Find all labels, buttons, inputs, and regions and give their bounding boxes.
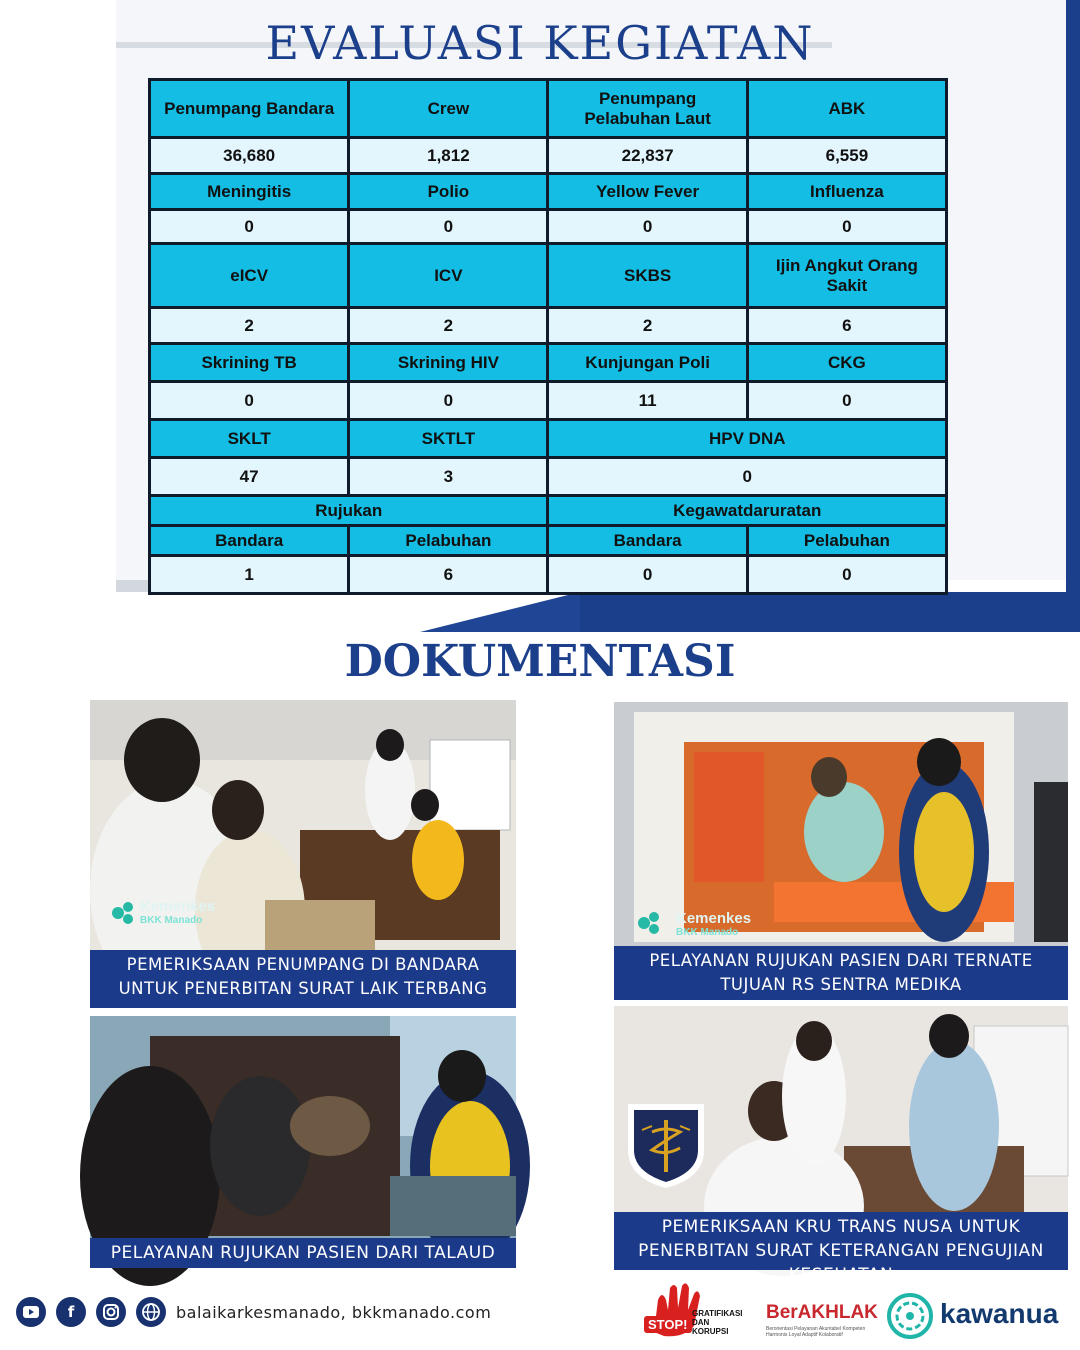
stop-caption-line: DAN: [692, 1318, 710, 1327]
table-row: [150, 308, 947, 344]
table-value-cell: 0: [150, 382, 349, 420]
watermark-name: Kemenkes: [140, 898, 216, 915]
table-value-cell: 2: [349, 308, 548, 344]
decor-triangle: [420, 592, 580, 632]
table-row: [150, 210, 947, 244]
watermark-sub: BKK Manado: [676, 927, 739, 938]
kawanua-logo-text: kawanua: [940, 1298, 1059, 1329]
table-value-cell: 6,559: [747, 138, 946, 174]
stop-caption-line: KORUPSI: [692, 1327, 729, 1336]
table-header-cell: Yellow Fever: [548, 174, 747, 210]
table-value-cell: 1: [150, 556, 349, 594]
table-header-cell: Influenza: [747, 174, 946, 210]
table-value-cell: 3: [349, 458, 548, 496]
facebook-icon[interactable]: f: [56, 1297, 86, 1327]
table-header-cell: Pelabuhan: [349, 526, 548, 556]
table-header-cell: Skrining TB: [150, 344, 349, 382]
table-header-cell: Kunjungan Poli: [548, 344, 747, 382]
instagram-icon[interactable]: [96, 1297, 126, 1327]
photo-card-talaud-referral: [90, 1016, 516, 1268]
caption-line: KESEHATAN: [788, 1265, 894, 1285]
table-value-cell: 0: [349, 210, 548, 244]
table-row: [150, 138, 947, 174]
table-value-cell: 22,837: [548, 138, 747, 174]
stop-caption: [692, 1309, 743, 1336]
table-value-cell: 6: [349, 556, 548, 594]
table-value-cell: 1,812: [349, 138, 548, 174]
table-value-cell: 0: [548, 210, 747, 244]
karantina-kesehatan-shield-icon: [624, 1100, 708, 1190]
kawanua-logo-icon: [886, 1292, 934, 1340]
table-value-cell: 2: [548, 308, 747, 344]
table-header-cell: Polio: [349, 174, 548, 210]
table-row: [150, 496, 947, 526]
caption-line: PELAYANAN RUJUKAN PASIEN DARI TALAUD: [110, 1243, 496, 1263]
photo-caption: [614, 1212, 1068, 1285]
evaluation-table: [148, 78, 948, 595]
table-header-cell: Penumpang Pelabuhan Laut: [548, 80, 747, 138]
table-row: [150, 80, 947, 138]
table-value-cell: 11: [548, 382, 747, 420]
photo-card-ternate-referral: [614, 702, 1068, 1000]
table-value-cell: 0: [747, 210, 946, 244]
photo-card-airport-exam: [90, 700, 516, 1008]
table-header-cell: Meningitis: [150, 174, 349, 210]
table-header-cell: Ijin Angkut Orang Sakit: [747, 244, 946, 308]
kemenkes-logo-icon: [108, 898, 138, 928]
watermark-name: Kemenkes: [676, 910, 752, 927]
table-header-cell: ABK: [747, 80, 946, 138]
table-value-cell: 0: [747, 556, 946, 594]
caption-line: PENERBITAN SURAT KETERANGAN PENGUJIAN: [638, 1241, 1044, 1261]
table-value-cell: 0: [150, 210, 349, 244]
watermark-sub: BKK Manado: [140, 915, 203, 926]
table-header-cell: Crew: [349, 80, 548, 138]
table-header-cell: Penumpang Bandara: [150, 80, 349, 138]
caption-line: TUJUAN RS SENTRA MEDIKA: [720, 975, 962, 994]
table-header-cell: ICV: [349, 244, 548, 308]
table-header-cell: SKTLT: [349, 420, 548, 458]
stop-caption-line: GRATIFIKASI: [692, 1309, 743, 1318]
table-row: [150, 244, 947, 308]
table-value-cell: 2: [150, 308, 349, 344]
stop-label: STOP!: [644, 1316, 692, 1333]
berakhlak-logo: BerAKHLAK: [766, 1302, 878, 1323]
page-title: EVALUASI KEGIATAN: [265, 16, 815, 70]
caption-line: PEMERIKSAAN PENUMPANG DI BANDARA: [126, 955, 480, 974]
photo-talaud-referral: [90, 1016, 516, 1268]
table-header-cell: CKG: [747, 344, 946, 382]
table-row: [150, 420, 947, 458]
table-value-cell: 6: [747, 308, 946, 344]
table-header-cell: Skrining HIV: [349, 344, 548, 382]
table-value-cell: 0: [548, 458, 947, 496]
decor-blue-bar-right: [1066, 0, 1080, 632]
caption-line: UNTUK PENERBITAN SURAT LAIK TERBANG: [118, 979, 488, 998]
photo-caption: [614, 946, 1068, 1000]
table-header-cell: HPV DNA: [548, 420, 947, 458]
table-value-cell: 0: [747, 382, 946, 420]
table-value-cell: 0: [349, 382, 548, 420]
table-header-cell: SKLT: [150, 420, 349, 458]
table-header-cell: Kegawatdaruratan: [548, 496, 947, 526]
globe-icon[interactable]: [136, 1297, 166, 1327]
table-header-cell: Bandara: [150, 526, 349, 556]
kemenkes-logo-icon: [634, 908, 664, 938]
table-header-cell: Bandara: [548, 526, 747, 556]
decor-blue-bar-bottom: [576, 592, 1080, 632]
caption-line: PEMERIKSAAN KRU TRANS NUSA UNTUK: [661, 1217, 1021, 1237]
documentation-title: DOKUMENTASI: [344, 636, 736, 687]
table-header-cell: eICV: [150, 244, 349, 308]
kemenkes-watermark: [676, 910, 751, 938]
table-row: [150, 382, 947, 420]
table-row: [150, 556, 947, 594]
table-row: [150, 458, 947, 496]
table-header-cell: Rujukan: [150, 496, 548, 526]
kemenkes-watermark: [140, 898, 215, 926]
table-row: [150, 344, 947, 382]
youtube-icon[interactable]: [16, 1297, 46, 1327]
table-header-cell: Pelabuhan: [747, 526, 946, 556]
table-row: [150, 526, 947, 556]
table-value-cell: 47: [150, 458, 349, 496]
caption-line: PELAYANAN RUJUKAN PASIEN DARI TERNATE: [649, 951, 1033, 970]
photo-caption: [90, 1238, 516, 1268]
table-value-cell: 0: [548, 556, 747, 594]
photo-card-transnusa-crew: [614, 1006, 1068, 1285]
photo-caption: [90, 950, 516, 1008]
table-header-cell: SKBS: [548, 244, 747, 308]
footer-accounts: balaikarkesmanado, bkkmanado.com: [176, 1303, 492, 1322]
berakhlak-tagline: Berorientasi Pelayanan Akuntabel Kompeten Harmonis Loyal Adaptif Kolaboratif: [766, 1326, 866, 1338]
table-row: [150, 174, 947, 210]
table-value-cell: 36,680: [150, 138, 349, 174]
